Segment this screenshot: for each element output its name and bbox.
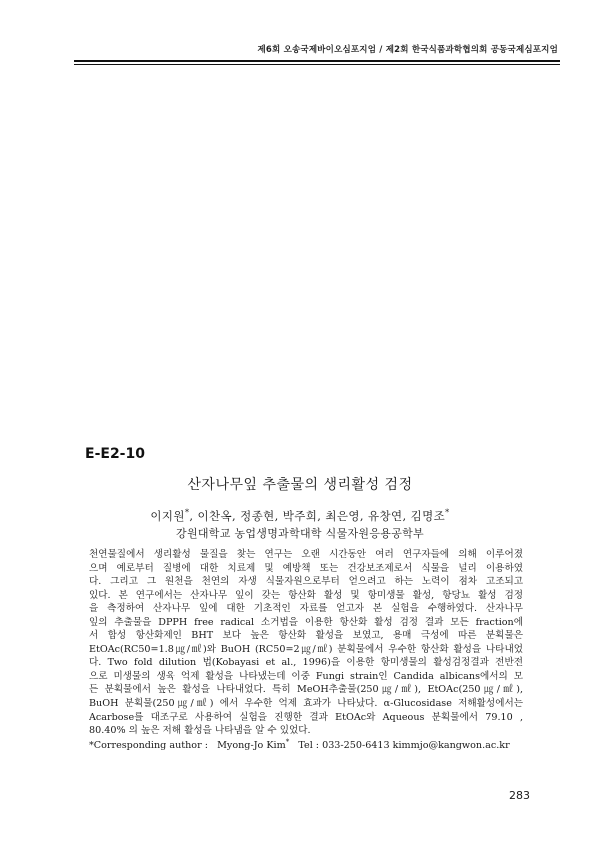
corresponding-name-mark: * (285, 738, 290, 746)
page-number: 283 (509, 789, 530, 802)
other-authors: , 이찬옥, 정종현, 박주희, 최은영, 유창연, 김명조 (189, 509, 446, 523)
abstract-code: E-E2-10 (85, 446, 145, 462)
corresponding-mark: * (184, 508, 190, 518)
abstract-line: BuOH 분획물(250㎍/㎖) 에서 우수한 억제 효과가 나타났다. α-Glucosidase 저해활성에서는 (89, 698, 523, 710)
abstract-line: 서 합성 항산화제인 BHT 보다 높은 항산화 활성을 보였고, 용매 극성에 따른 분획물은 (89, 630, 523, 642)
abstract-line: 다. 그리고 그 원천을 천연의 자생 식물자원으로부터 얻으려고 하는 노력이 점차 고조되고 (89, 576, 523, 588)
corresponding-author (89, 738, 529, 751)
abstract-line: 천연물질에서 생리활성 물질을 찾는 연구는 오랜 시간동안 여러 연구자들에 의해 이루어졌 (89, 549, 523, 560)
affiliation: 강원대학교 농업생명과학대학 식물자원응용공학부 (176, 527, 424, 540)
abstract-line: 잎의 추출물을 DPPH free radical 소거법을 이용한 항산화 활성 검정 결과 모든 fraction에 (89, 616, 523, 628)
first-author: 이지원 (150, 509, 185, 523)
paper-title: 산자나무잎 추출물의 생리활성 검정 (187, 477, 413, 493)
abstract-line: 든 분획물에서 높은 활성을 나타내었다. 특히 MeOH추출물(250㎍/㎖), EtOAc(250㎍/㎖), (89, 684, 523, 696)
abstract-line: 있다. 본 연구에서는 산자나무 잎이 갖는 항산화 활성 및 항미생물 활성, 항당뇨 활성 검정 (89, 589, 523, 601)
abstract-body (89, 548, 523, 738)
abstract-line: 다. Two fold dilution 법(Kobayasi et al., 1996)을 이용한 항미생물의 활성검정결과 전반전 (89, 657, 523, 669)
abstract-line: 80.40% 의 높은 저해 활성을 나타냄을 알 수 있었다. (89, 725, 311, 737)
abstract-line: 으로 미생물의 생육 억제 활성을 나타냈는데 이중 Fungi strain인 Candida albicans에서의 모 (89, 670, 523, 682)
abstract-line: Acarbose를 대조구로 사용하여 실험을 진행한 결과 EtOAc와 Aqueous 분획물에서 79.10 , (89, 711, 523, 723)
abstract-line: 으며 예로부터 질병에 대한 치료제 및 예방책 또는 건강보조제로서 식물을 널리 이용하였 (89, 562, 523, 574)
author-list (0, 508, 600, 524)
header-rule-thin (74, 64, 560, 65)
header-rule-thick (74, 60, 560, 62)
abstract-line: 을 측정하여 산자나무 잎에 대한 기초적인 자료를 얻고자 본 실험을 수행하였다. 산자나무 (89, 603, 523, 615)
abstract-line: EtOAc(RC50=1.8㎍/㎖)와 BuOH (RC50=2㎍/㎖) 분획물에서 우수한 항산화 활성을 나타내었 (89, 643, 523, 655)
corresponding-contact: Tel : 033-250-6413 kimmjo@kangwon.ac.kr (298, 740, 510, 752)
corresponding-name: Myong-Jo Kim (217, 740, 286, 752)
corresponding-mark-end: * (445, 508, 450, 518)
running-header: 제6회 오송국제바이오심포지엄 / 제2회 한국식품과학협의회 공동국제심포지엄 (257, 45, 558, 55)
corresponding-label: *Corresponding author : (89, 740, 208, 752)
